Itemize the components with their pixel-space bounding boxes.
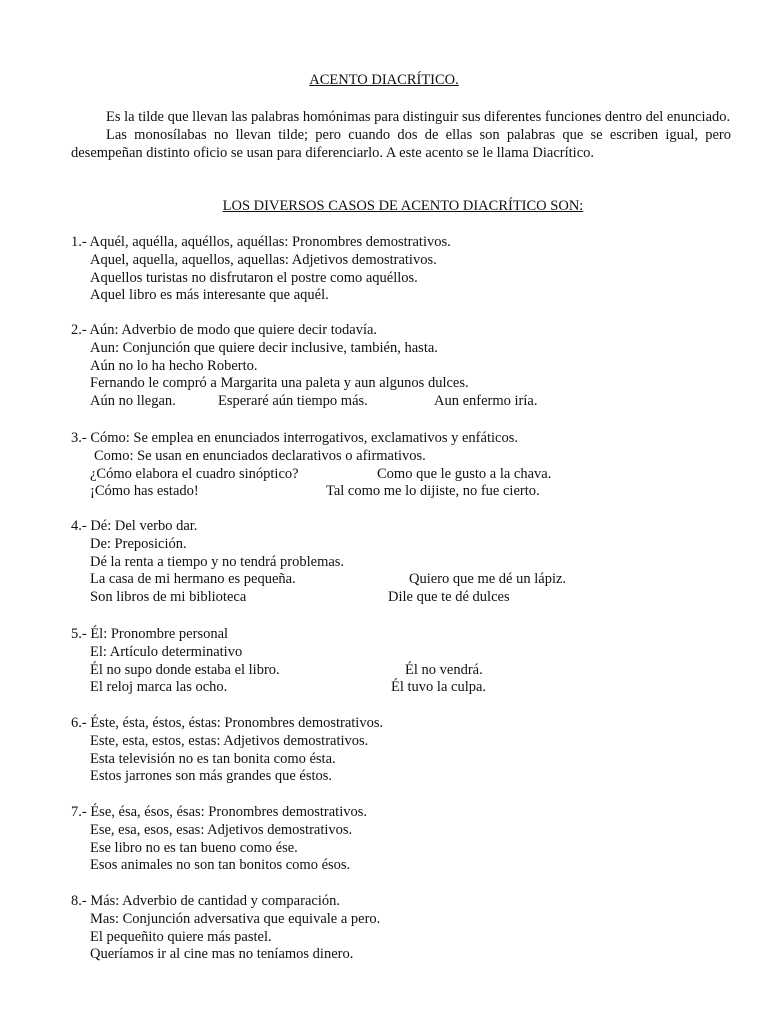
case-7-example: Esos animales no son tan bonitos como ésos. [90, 857, 351, 874]
intro-paragraph-1: Es la tilde que llevan las palabras homónimas para distinguir sus diferentes funciones dentro del enunciado. [106, 109, 731, 125]
case-4-examples-row [71, 589, 731, 607]
case-5-heading: 5.- Él: Pronombre personal [71, 626, 229, 642]
case-3-examples-row [71, 483, 731, 501]
case-3-example: Como que le gusto a la chava. [377, 465, 552, 482]
case-7-line: Ese, esa, esos, esas: Adjetivos demostrativos. [90, 821, 353, 838]
case-5-example: Él no supo donde estaba el libro. [90, 661, 280, 678]
case-1-example: Aquel libro es más interesante que aquél. [90, 287, 329, 304]
case-3-example: Tal como me lo dijiste, no fue cierto. [326, 483, 540, 500]
case-6-heading: 6.- Éste, ésta, éstos, éstas: Pronombres demostrativos. [71, 715, 384, 731]
case-2-example: Fernando le compró a Margarita una paleta y aun algunos dulces. [90, 375, 469, 392]
document-title: ACENTO DIACRÍTICO. [309, 72, 459, 88]
case-8-heading: 8.- Más: Adverbio de cantidad y comparación. [71, 893, 340, 909]
case-2-example: Aún no lo ha hecho Roberto. [90, 357, 258, 374]
case-2-example: Aun enfermo iría. [434, 393, 538, 410]
case-3 [71, 430, 731, 501]
case-4-example: La casa de mi hermano es pequeña. [90, 571, 296, 588]
case-4-example: Quiero que me dé un lápiz. [409, 571, 567, 588]
case-6 [71, 715, 731, 786]
case-8-example: El pequeñito quiere más pastel. [90, 928, 272, 945]
case-4-heading: 4.- Dé: Del verbo dar. [71, 518, 198, 534]
case-3-examples-row [71, 466, 731, 484]
case-2 [71, 322, 731, 411]
case-4-example: Son libros de mi biblioteca [90, 589, 247, 606]
case-4-example: Dé la renta a tiempo y no tendrá problemas. [90, 553, 345, 570]
case-7-heading: 7.- Ése, ésa, ésos, ésas: Pronombres demostrativos. [71, 804, 367, 820]
section-subtitle: LOS DIVERSOS CASOS DE ACENTO DIACRÍTICO SON: [222, 198, 584, 214]
case-7 [71, 804, 731, 875]
case-5-example: El reloj marca las ocho. [90, 679, 228, 696]
case-1-line: Aquel, aquella, aquellos, aquellas: Adjetivos demostrativos. [90, 251, 437, 268]
case-5 [71, 626, 731, 697]
case-3-example: ¡Cómo has estado! [90, 483, 199, 500]
case-3-example: ¿Cómo elabora el cuadro sinóptico? [90, 465, 299, 482]
intro-paragraph-2: Las monosílabas no llevan tilde; pero cuando dos de ellas son palabras que se escriben igual, pero desempeñan distinto oficio se usan para diferenciarlo. A este acento se le llama Diacrítico. [71, 127, 731, 161]
case-3-line: Como: Se usan en enunciados declarativos o afirmativos. [94, 447, 426, 464]
case-5-example: Él tuvo la culpa. [391, 679, 487, 696]
case-4-example: Dile que te dé dulces [388, 589, 510, 606]
case-6-example: Esta televisión no es tan bonita como ésta. [90, 750, 336, 767]
case-4 [71, 518, 731, 607]
intro-section [71, 108, 731, 162]
case-2-example: Esperaré aún tiempo más. [218, 393, 368, 410]
case-2-example: Aún no llegan. [90, 393, 176, 410]
case-6-example: Estos jarrones son más grandes que éstos. [90, 768, 333, 785]
case-4-line: De: Preposición. [90, 535, 187, 552]
case-4-examples-row [71, 571, 731, 589]
case-1 [71, 234, 731, 305]
case-5-example: Él no vendrá. [405, 661, 483, 678]
case-5-examples-row [71, 679, 731, 697]
case-2-line: Aun: Conjunción que quiere decir inclusive, también, hasta. [90, 339, 438, 356]
case-2-heading: 2.- Aún: Adverbio de modo que quiere decir todavía. [71, 322, 378, 338]
case-3-heading: 3.- Cómo: Se emplea en enunciados interrogativos, exclamativos y enfáticos. [71, 430, 518, 446]
case-5-examples-row [71, 662, 731, 680]
case-8 [71, 893, 731, 964]
case-5-line: El: Artículo determinativo [90, 643, 243, 660]
case-8-example: Queríamos ir al cine mas no teníamos dinero. [90, 946, 354, 963]
case-1-heading: 1.- Aquél, aquélla, aquéllos, aquéllas: Pronombres demostrativos. [71, 234, 451, 250]
case-8-line: Mas: Conjunción adversativa que equivale a pero. [90, 910, 381, 927]
case-2-examples-row [71, 393, 731, 411]
case-7-example: Ese libro no es tan bueno como ése. [90, 839, 298, 856]
case-1-example: Aquellos turistas no disfrutaron el postre como aquéllos. [90, 269, 418, 286]
case-6-line: Este, esta, estos, estas: Adjetivos demostrativos. [90, 732, 369, 749]
